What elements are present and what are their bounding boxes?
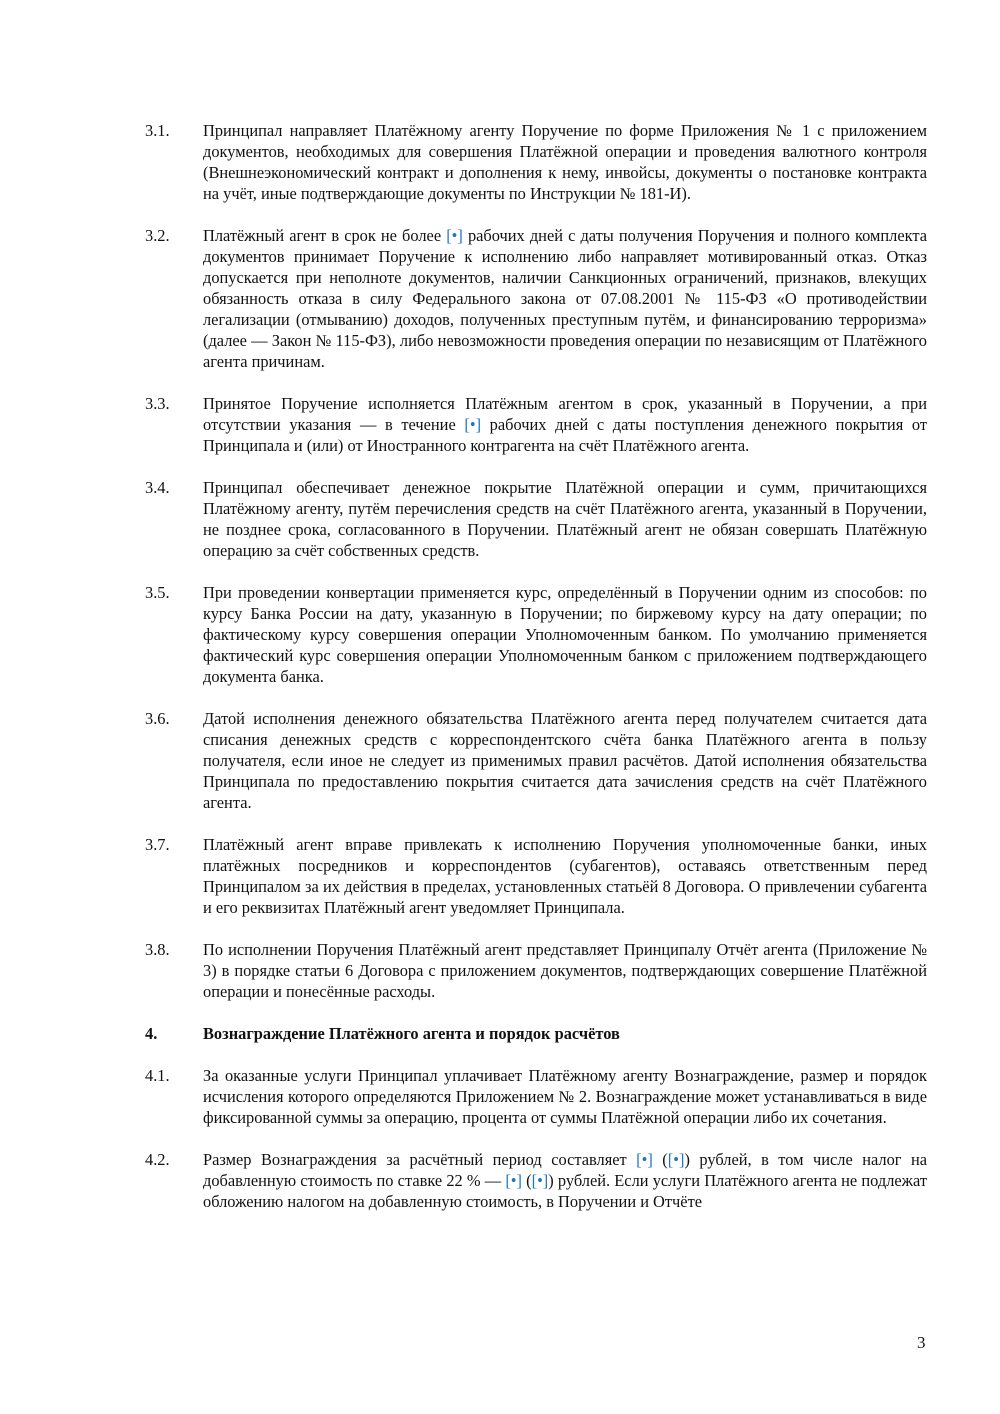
placeholder-marker: [•]	[667, 1150, 685, 1169]
clause-3-1	[145, 120, 927, 204]
clause-text	[203, 393, 927, 456]
clause-text-part: Принятое Поручение исполняется Платёжным агентом в срок, указанный в Поручении, а при отсутствии указания — в течение	[203, 394, 927, 434]
clause-number: 3.4.	[145, 478, 170, 497]
clause-text-part: ) рублей, в том числе налог на добавленную стоимость по ставке 22 % —	[203, 1150, 928, 1190]
clause-4-1	[145, 1065, 927, 1128]
clause-text: Принципал направляет Платёжному агенту Поручение по форме Приложения № 1 с приложением документов, необходимых для совершения Платёжной операции и проведения валютного контроля (Внешнеэкономический контракт и дополнения к нему, инвойсы, документы о постановке контракта на учёт, иные подтверждающие документы по Инструкции № 181-И).	[203, 121, 927, 203]
placeholder-marker: [•]	[505, 1171, 522, 1190]
clause-3-8	[145, 939, 927, 1002]
clause-text: При проведении конвертации применяется курс, определённый в Поручении одним из способов: по курсу Банка России на дату, указанную в Поручении; по биржевому курсу на дату операции; по фактическому курсу совершения операции Уполномоченным банком. По умолчанию применяется фактический курс совершения операции Уполномоченным банком с приложением подтверждающего документа банка.	[203, 583, 927, 686]
section-number: 4.	[145, 1024, 158, 1043]
clause-number: 3.7.	[145, 835, 170, 854]
clause-number: 3.8.	[145, 940, 170, 959]
clause-3-2	[145, 225, 927, 372]
clause-text	[203, 1149, 927, 1212]
clause-number: 3.1.	[145, 121, 170, 140]
clause-text: Платёжный агент вправе привлекать к исполнению Поручения уполномоченные банки, иных платёжных посредников и корреспондентов (субагентов), оставаясь ответственным перед Принципалом за их действия в пределах, установленных статьёй 8 Договора. О привлечении субагента и его реквизитах Платёжный агент уведомляет Принципала.	[203, 835, 927, 917]
clause-number: 4.1.	[145, 1066, 170, 1085]
section-heading	[145, 1023, 927, 1044]
clause-text-part: ) рублей. Если услуги Платёжного агента не подлежат обложению налогом на добавленную стоимость, в Поручении и Отчёте	[203, 1171, 927, 1211]
clause-3-4	[145, 477, 927, 561]
clause-3-6	[145, 708, 927, 813]
clause-text: Датой исполнения денежного обязательства Платёжного агента перед получателем считается дата списания денежных средств с корреспондентского счёта банка Платёжного агента в пользу получателя, если иное не следует из применимых правил расчётов. Датой исполнения обязательства Принципала по предоставлению покрытия считается дата зачисления средств на счёт Платёжного агента.	[203, 709, 927, 812]
placeholder-marker: [•]	[531, 1171, 549, 1190]
clause-number: 3.3.	[145, 394, 170, 413]
document-body	[145, 120, 927, 1233]
clause-text: За оказанные услуги Принципал уплачивает Платёжному агенту Вознаграждение, размер и порядок исчисления которого определяются Приложением № 2. Вознаграждение может устанавливаться в виде фиксированной суммы за операцию, процента от суммы Платёжной операции либо их сочетания.	[203, 1066, 927, 1127]
clause-text: Принципал обеспечивает денежное покрытие Платёжной операции и сумм, причитающихся Платёжному агенту, путём перечисления средств на счёт Платёжного агента, указанный в Поручении, не позднее срока, согласованного в Поручении. Платёжный агент не обязан совершать Платёжную операцию за счёт собственных средств.	[203, 478, 927, 560]
section-title: Вознаграждение Платёжного агента и порядок расчётов	[203, 1024, 620, 1043]
clause-text-part: (	[521, 1171, 532, 1190]
clause-3-3	[145, 393, 927, 456]
clause-text-part: Платёжный агент в срок не более	[203, 226, 447, 245]
clause-number: 3.5.	[145, 583, 170, 602]
clause-text-part: (	[652, 1150, 668, 1169]
clause-number: 3.2.	[145, 226, 170, 245]
clause-text-part: Размер Вознаграждения за расчётный период составляет	[203, 1150, 637, 1169]
clause-text: По исполнении Поручения Платёжный агент представляет Принципалу Отчёт агента (Приложение № 3) в порядке статьи 6 Договора с приложением документов, подтверждающих совершение Платёжной операции и понесённые расходы.	[203, 940, 927, 1001]
clause-3-7	[145, 834, 927, 918]
clause-number: 4.2.	[145, 1150, 170, 1169]
clause-number: 3.6.	[145, 709, 170, 728]
placeholder-marker: [•]	[464, 415, 482, 434]
clause-text	[203, 225, 927, 372]
clause-text-part: рабочих дней с даты поступления денежного покрытия от Принципала и (или) от Иностранного контрагента на счёт Платёжного агента.	[203, 415, 928, 455]
placeholder-marker: [•]	[446, 226, 463, 245]
clause-3-5	[145, 582, 927, 687]
placeholder-marker: [•]	[636, 1150, 653, 1169]
page-number: 3	[917, 1333, 926, 1352]
clause-4-2	[145, 1149, 927, 1212]
clause-text-part: рабочих дней с даты получения Поручения и полного комплекта документов принимает Поручение к исполнению либо направляет мотивированный отказ. Отказ допускается при неполноте документов, наличии Санкционных ограничений, признаков, влекущих обязанность отказа в силу Федерального закона от 07.08.2001 № 115-ФЗ «О противодействии легализации (отмыванию) доходов, полученных преступным путём, и финансированию терроризма» (далее — Закон № 115-ФЗ), либо невозможности проведения операции по независящим от Платёжного агента причинам.	[203, 226, 927, 371]
